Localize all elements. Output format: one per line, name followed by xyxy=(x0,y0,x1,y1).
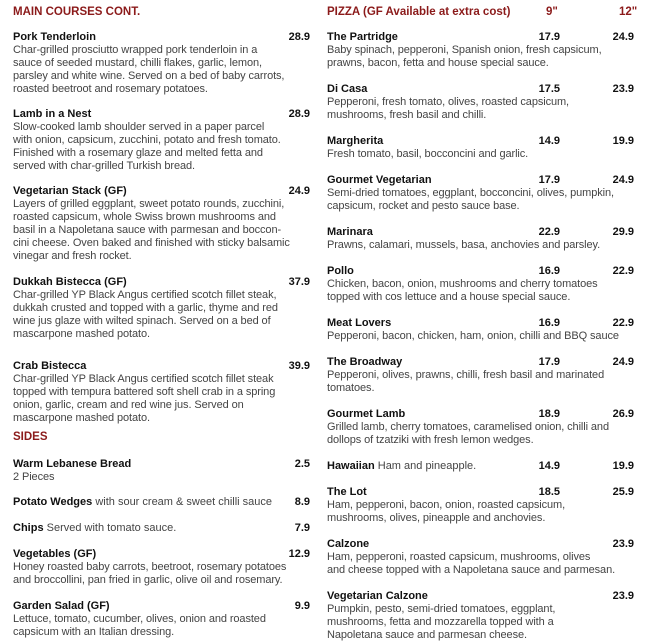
menu-item-description-line: onion, garlic, cream and red wine jus. Served on xyxy=(13,399,244,411)
menu-item xyxy=(13,360,310,425)
menu-item-price-9in: 17.5 xyxy=(538,83,560,95)
menu-item-description-line: mascarpone mashed potato. xyxy=(13,328,150,340)
menu-item-name: The Lot xyxy=(327,486,367,498)
menu-item-description-line: Layers of grilled eggplant, sweet potato rounds, zucchini, xyxy=(13,198,285,210)
menu-item-price: 12.9 xyxy=(288,548,310,560)
menu-item xyxy=(13,496,310,509)
menu-item xyxy=(327,174,634,213)
menu-item-name: Garden Salad (GF) xyxy=(13,600,110,612)
menu-item-description-line: Ham, pepperoni, roasted capsicum, mushrooms, olives xyxy=(327,551,591,563)
size-9-heading: 9" xyxy=(546,6,558,18)
menu-item-price: 39.9 xyxy=(288,360,310,372)
menu-item-price-12in: 22.9 xyxy=(612,317,634,329)
menu-item-description-line: wine jus glaze with wilted spinach. Served on a bed of xyxy=(13,315,271,327)
menu-item-inline-desc: with sour cream & sweet chilli sauce xyxy=(95,496,273,508)
menu-item-price-12in: 22.9 xyxy=(612,265,634,277)
menu-item-description-line: Pepperoni, fresh tomato, olives, roasted capsicum, xyxy=(327,96,570,108)
menu-item xyxy=(327,317,634,343)
menu-item-description-line: Baby spinach, pepperoni, Spanish onion, fresh capsicum, xyxy=(327,44,602,56)
menu-item-header xyxy=(13,108,310,121)
menu-item-description-line: Pepperoni, olives, prawns, chilli, fresh basil and marinated xyxy=(327,369,605,381)
menu-item-price-12in: 23.9 xyxy=(612,83,634,95)
menu-item xyxy=(13,276,310,341)
menu-item-price: 7.9 xyxy=(294,522,310,534)
menu-item-name: Dukkah Bistecca (GF) xyxy=(13,276,127,288)
menu-item-description-line: prawns, bacon, fetta and house special sauce. xyxy=(327,57,549,69)
menu-item-price-9in: 16.9 xyxy=(538,317,560,329)
menu-item xyxy=(327,265,634,304)
menu-item-price-9in: 18.5 xyxy=(538,486,560,498)
menu-item-description-line: parsley and white wine. Served on a bed of baby carrots, xyxy=(13,70,285,82)
menu-item-header xyxy=(327,590,634,603)
menu-item-name: Margherita xyxy=(327,135,384,147)
menu-item-name: Vegetarian Calzone xyxy=(327,590,428,602)
menu-item-price-12in: 29.9 xyxy=(612,226,634,238)
menu-item-description-line: dollops of tzatziki with fresh lemon wedges. xyxy=(327,434,534,446)
menu-item-header xyxy=(13,360,310,373)
menu-item-header xyxy=(13,548,310,561)
menu-item-description-line: Char-grilled YP Black Angus certified scotch fillet steak xyxy=(13,373,274,385)
menu-item-name: Meat Lovers xyxy=(327,317,392,329)
menu-item-header xyxy=(327,83,634,96)
menu-item-price-12in: 24.9 xyxy=(612,31,634,43)
size-12-heading: 12" xyxy=(619,6,638,18)
menu-item-description-line: Slow-cooked lamb shoulder served in a paper parcel xyxy=(13,121,265,133)
menu-item xyxy=(13,108,310,173)
menu-item-description-line: Grilled lamb, cherry tomatoes, caramelised onion, chilli and xyxy=(327,421,609,433)
menu-item-description-line: roasted capsicum, whole Swiss brown mushrooms and xyxy=(13,211,276,223)
menu-item-price-9in: 17.9 xyxy=(538,174,560,186)
menu-item-description-line: Ham, pepperoni, bacon, onion, roasted capsicum, xyxy=(327,499,566,511)
menu-item-header xyxy=(327,317,634,330)
menu-item xyxy=(13,31,310,96)
menu-item xyxy=(13,458,310,484)
menu-item-description-line: Napoletana sauce and parmesan cheese. xyxy=(327,629,527,641)
menu-item-description-line: Fresh tomato, basil, bocconcini and garlic. xyxy=(327,148,529,160)
menu-item-price-12in: 25.9 xyxy=(612,486,634,498)
menu-item-name: Hawaiian xyxy=(327,460,375,472)
menu-item-price-9in: 22.9 xyxy=(538,226,560,238)
menu-item-header xyxy=(327,408,634,421)
menu-item-header xyxy=(327,486,634,499)
menu-item-description-line: capsicum, rocket and pesto sauce base. xyxy=(327,200,520,212)
menu-item-price-9in: 18.9 xyxy=(538,408,560,420)
menu-item-description-line: basil in a Napoletana sauce with parmesan and boccon- xyxy=(13,224,282,236)
menu-item-name: Warm Lebanese Bread xyxy=(13,458,132,470)
menu-item-name: Crab Bistecca xyxy=(13,360,87,372)
menu-item-price-9in: 16.9 xyxy=(538,265,560,277)
menu-item-price-12in: 26.9 xyxy=(612,408,634,420)
menu-item-price-12in: 24.9 xyxy=(612,356,634,368)
menu-item-name: Di Casa xyxy=(327,83,368,95)
menu-item-description-line: Pumpkin, pesto, semi-dried tomatoes, eggplant, xyxy=(327,603,556,615)
menu-item-price-12in: 23.9 xyxy=(612,590,634,602)
menu-item-header xyxy=(13,31,310,44)
menu-item-header xyxy=(327,538,634,551)
menu-item-description-line: vinegar and fresh rocket. xyxy=(13,250,132,262)
menu-item-description-line: Chicken, bacon, onion, mushrooms and cherry tomatoes xyxy=(327,278,598,290)
menu-item-price-9in: 14.9 xyxy=(538,135,560,147)
menu-item-price-9in: 17.9 xyxy=(538,31,560,43)
menu-item-description-line: Prawns, calamari, mussels, basa, anchovies and parsley. xyxy=(327,239,601,251)
menu-item xyxy=(13,522,310,535)
menu-item-name: Gourmet Lamb xyxy=(327,408,406,420)
menu-item-description-line: Honey roasted baby carrots, beetroot, rosemary potatoes xyxy=(13,561,287,573)
menu-item-description-line: tomatoes. xyxy=(327,382,375,394)
menu-item-header xyxy=(13,522,310,535)
menu-item-description-line: Finished with a rosemary glaze and melted fetta and xyxy=(13,147,263,159)
menu-item-description-line: with onion, capsicum, zucchini, potato and fresh tomato. xyxy=(13,134,281,146)
menu-item-price-12in: 24.9 xyxy=(612,174,634,186)
menu-item-description-line: mushrooms, olives, pineapple and anchovies. xyxy=(327,512,546,524)
menu-item xyxy=(327,408,634,447)
menu-item-description-line: mushrooms, fetta and mozzarella topped with a xyxy=(327,616,554,628)
menu-item-price: 24.9 xyxy=(288,185,310,197)
menu-item-inline-desc: Ham and pineapple. xyxy=(377,460,477,472)
menu-item xyxy=(327,356,634,395)
menu-item-description-line: Char-grilled prosciutto wrapped pork tenderloin in a xyxy=(13,44,258,56)
menu-item-description-line: sauce of seeded mustard, chilli flakes, garlic, lemon, xyxy=(13,57,262,69)
menu-item-description-line: and broccollini, pan fried in garlic, olive oil and rosemary. xyxy=(13,574,283,586)
menu-item-description-line: topped with tempura battered soft shell crab in a spring xyxy=(13,386,276,398)
menu-item-description-line: capsicum with an Italian dressing. xyxy=(13,626,175,638)
menu-item-price-12in: 19.9 xyxy=(612,460,634,472)
menu-item-price: 8.9 xyxy=(294,496,310,508)
menu-item xyxy=(327,83,634,122)
menu-item-header xyxy=(327,174,634,187)
menu-item-header xyxy=(13,496,310,509)
menu-item-name: The Partridge xyxy=(327,31,398,43)
menu-item-header xyxy=(327,265,634,278)
main-courses-heading: MAIN COURSES CONT. xyxy=(13,6,141,18)
menu-item-price: 9.9 xyxy=(294,600,310,612)
menu-item-name: Potato Wedges xyxy=(13,496,93,508)
menu-item-name: Pork Tenderloin xyxy=(13,31,96,43)
menu-item-price: 28.9 xyxy=(288,108,310,120)
menu-item-description-line: dukkah crusted and topped with a garlic, thyme and red xyxy=(13,302,278,314)
menu-item-description-line: and cheese topped with a Napoletana sauce and parmesan. xyxy=(327,564,616,576)
menu-item-header xyxy=(327,356,634,369)
menu-item-price: 37.9 xyxy=(288,276,310,288)
menu-item xyxy=(327,31,634,70)
menu-item-description-line: 2 Pieces xyxy=(13,471,55,483)
menu-item-name: Marinara xyxy=(327,226,373,238)
menu-item xyxy=(327,460,634,473)
menu-item-name: Calzone xyxy=(327,538,370,550)
menu-item-header xyxy=(13,185,310,198)
menu-item-description-line: served with char-grilled Turkish bread. xyxy=(13,160,195,172)
menu-item-price-12in: 23.9 xyxy=(612,538,634,550)
menu-item-price-9in: 14.9 xyxy=(538,460,560,472)
menu-item-description-line: mascarpone mashed potato. xyxy=(13,412,150,424)
pizza-heading: PIZZA (GF Available at extra cost) xyxy=(327,6,511,18)
menu-item-header xyxy=(327,135,634,148)
menu-item-name: Pollo xyxy=(327,265,354,277)
menu-item xyxy=(327,538,634,577)
menu-item-description-line: mushrooms, fresh basil and chilli. xyxy=(327,109,487,121)
menu-item-description-line: Lettuce, tomato, cucumber, olives, onion and roasted xyxy=(13,613,266,625)
menu-item-header xyxy=(327,31,634,44)
menu-item-price: 2.5 xyxy=(294,458,310,470)
menu-item-header xyxy=(327,460,634,473)
menu-item-description-line: Char-grilled YP Black Angus certified scotch fillet steak, xyxy=(13,289,277,301)
menu-item-description-line: cini cheese. Oven baked and finished with sticky balsamic xyxy=(13,237,290,249)
menu-item xyxy=(327,135,634,161)
menu-item-name: Vegetables (GF) xyxy=(13,548,97,560)
menu-item xyxy=(13,185,310,263)
menu-item-name: The Broadway xyxy=(327,356,403,368)
menu-item-description-line: Pepperoni, bacon, chicken, ham, onion, chilli and BBQ sauce xyxy=(327,330,619,342)
menu-item xyxy=(13,548,310,587)
menu-item-header xyxy=(13,276,310,289)
menu-item-inline-desc: Served with tomato sauce. xyxy=(46,522,177,534)
menu-item-description-line: Semi-dried tomatoes, eggplant, bocconcini, olives, pumpkin, xyxy=(327,187,614,199)
menu-item-price: 28.9 xyxy=(288,31,310,43)
menu-item-header xyxy=(13,458,310,471)
menu-item xyxy=(327,590,634,642)
sides-heading: SIDES xyxy=(13,431,48,443)
menu-item xyxy=(327,226,634,252)
menu-item-name: Lamb in a Nest xyxy=(13,108,92,120)
menu-item-description-line: topped with cos lettuce and a house special sauce. xyxy=(327,291,571,303)
menu-item-header xyxy=(327,226,634,239)
menu-item-name: Vegetarian Stack (GF) xyxy=(13,185,127,197)
menu-item-description-line: roasted beetroot and rosemary potatoes. xyxy=(13,83,208,95)
menu-item xyxy=(327,486,634,525)
menu-item xyxy=(13,600,310,639)
menu-item-price-12in: 19.9 xyxy=(612,135,634,147)
menu-item-name: Gourmet Vegetarian xyxy=(327,174,432,186)
menu-item-header xyxy=(13,600,310,613)
menu-item-name: Chips xyxy=(13,522,44,534)
menu-item-price-9in: 17.9 xyxy=(538,356,560,368)
